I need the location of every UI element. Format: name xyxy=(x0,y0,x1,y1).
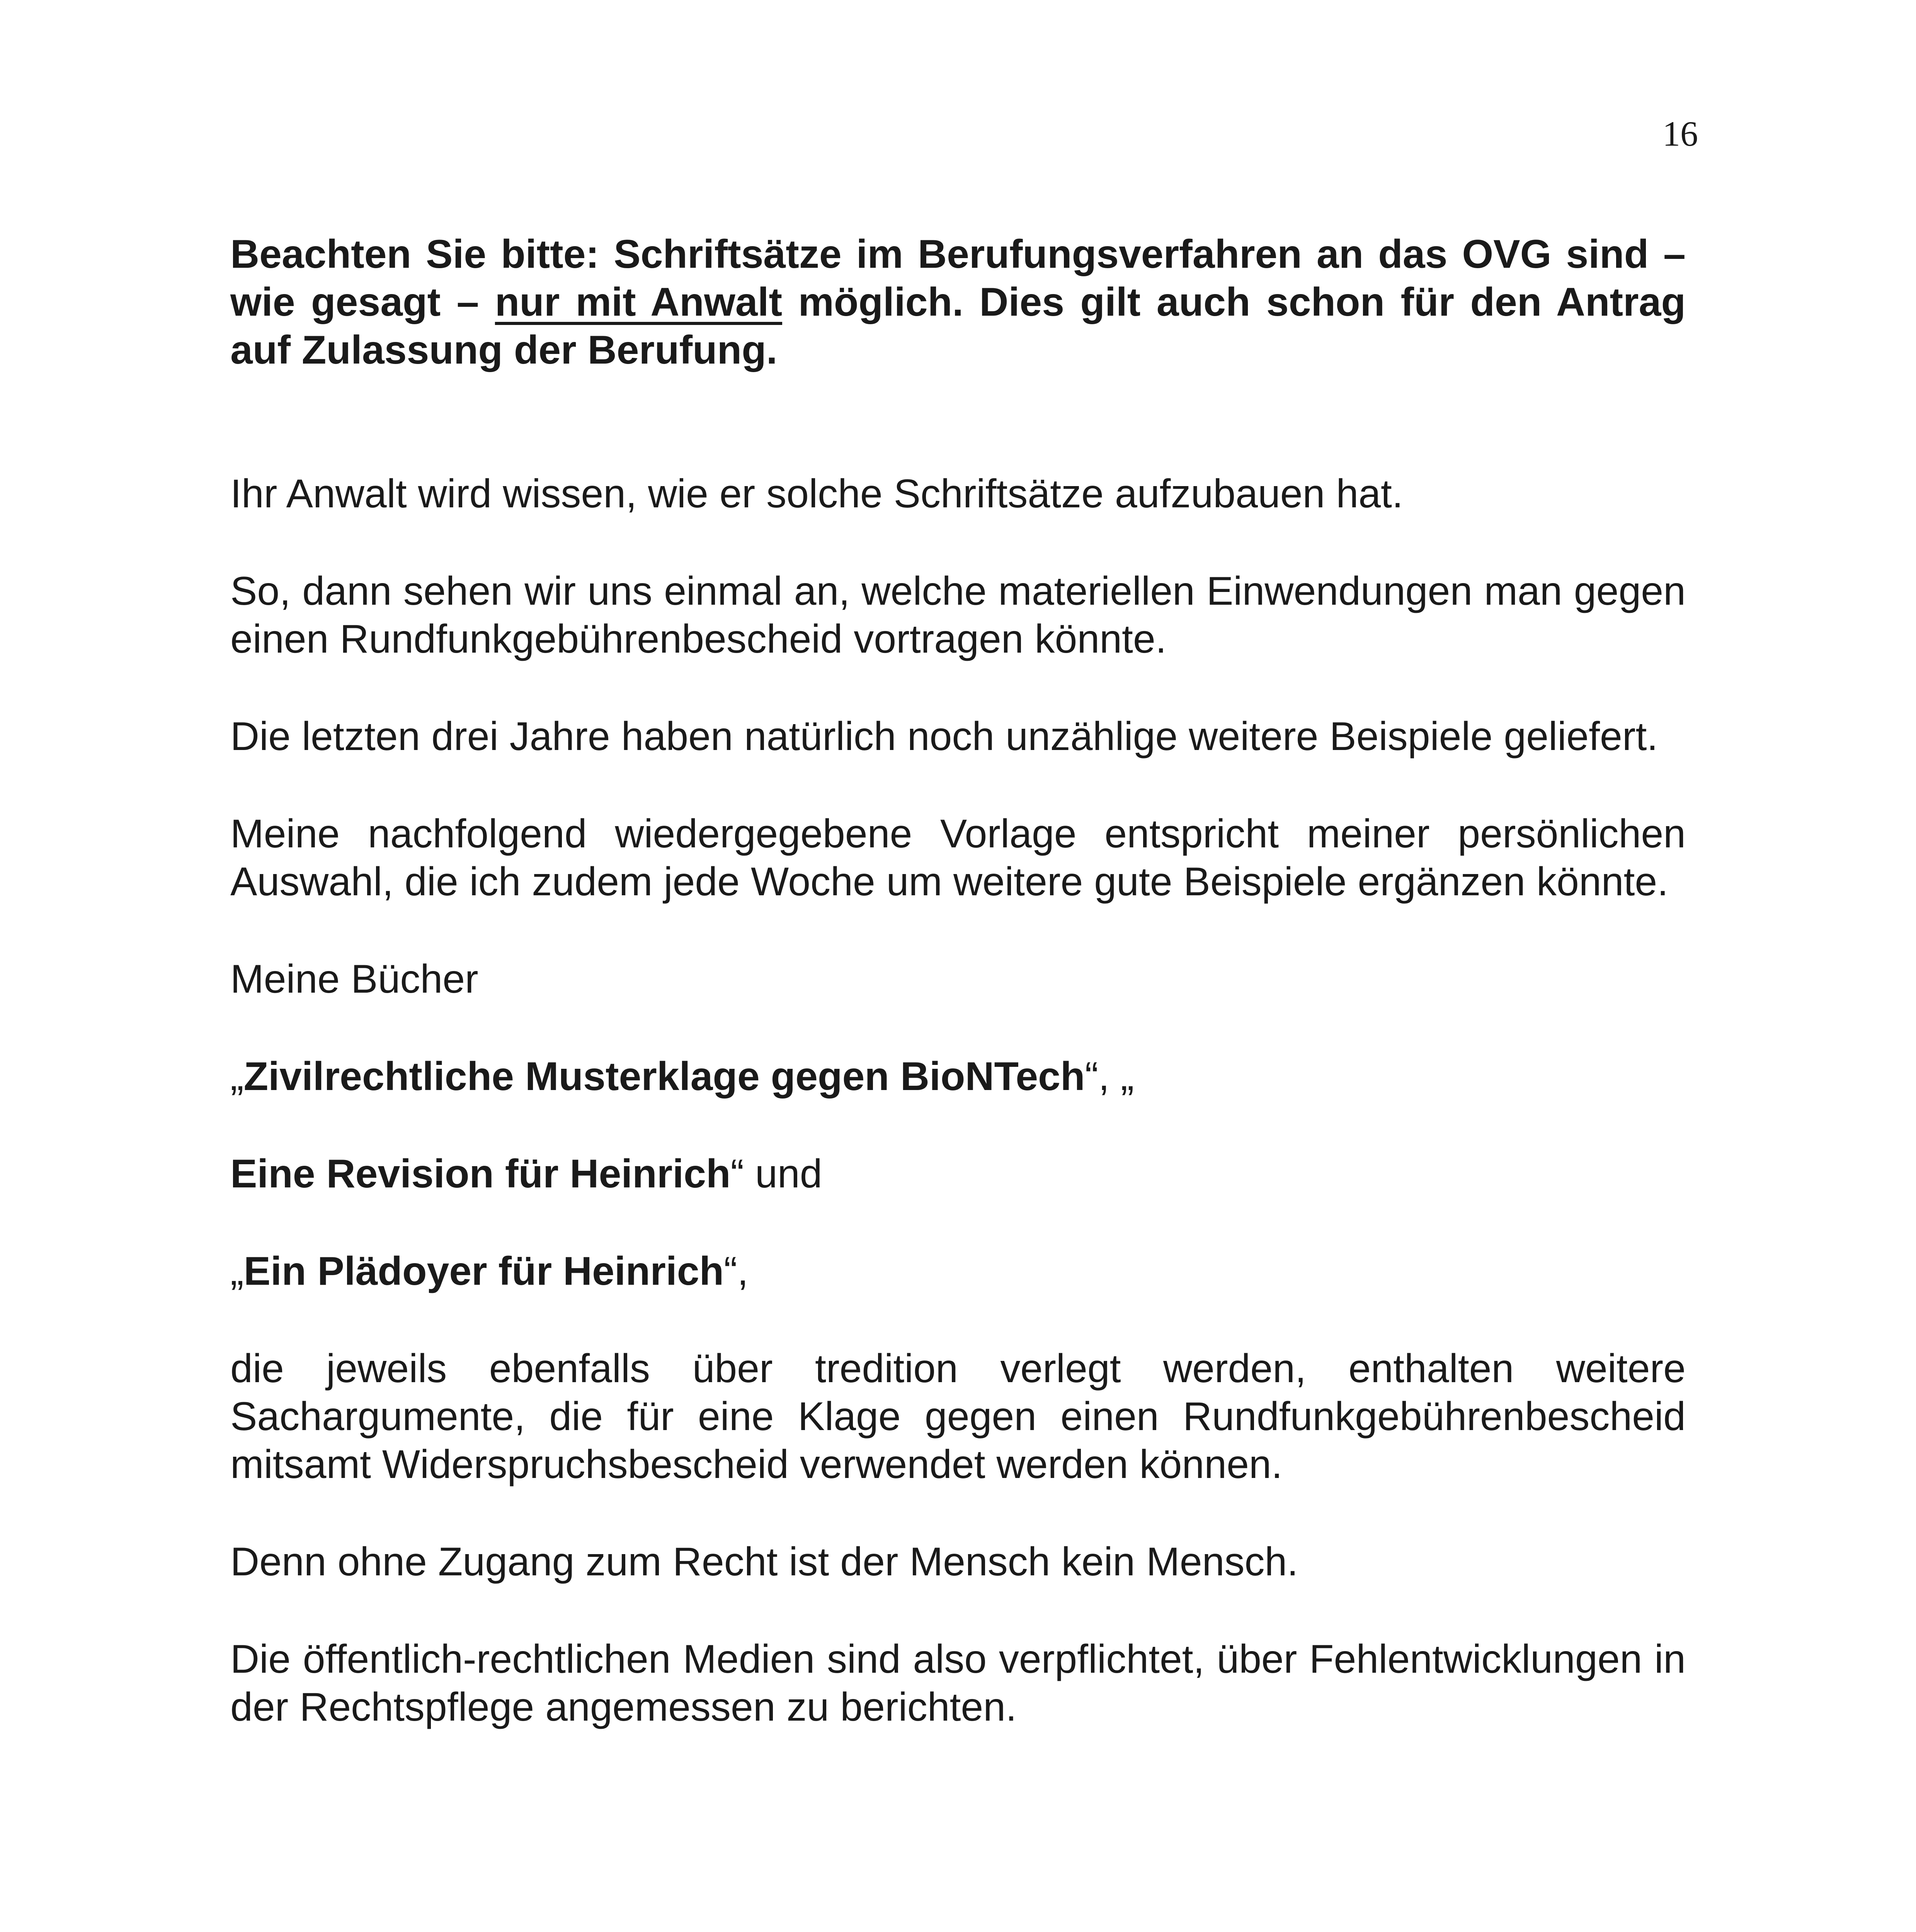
book1-title: Zivilrechtliche Musterklage gegen BioNTech xyxy=(243,1054,1085,1099)
paragraph-einwendungen: So, dann sehen wir uns einmal an, welche materiellen Einwendungen man gegen einen Rundfunkgebührenbescheid vortragen könnte. xyxy=(230,569,1686,662)
book1-open-quote: „ xyxy=(230,1054,244,1099)
page-number: 16 xyxy=(1662,114,1698,153)
book1-tail: “, „ xyxy=(1085,1054,1134,1099)
book3-tail: “, xyxy=(724,1249,749,1294)
notice-text-end: möglich. Dies gilt auch schon für den Antrag auf Zulassung der Berufung. xyxy=(230,280,1686,372)
paragraph-buecher: Meine Bücher xyxy=(230,957,478,1002)
paragraph-zugang: Denn ohne Zugang zum Recht ist der Mensch kein Mensch. xyxy=(230,1539,1298,1584)
paragraph-anwalt: Ihr Anwalt wird wissen, wie er solche Schriftsätze aufzubauen hat. xyxy=(230,471,1403,516)
notice-underlined: nur mit Anwalt xyxy=(495,280,783,325)
book-title-2 xyxy=(230,1150,1686,1198)
paragraph-tredition: die jeweils ebenfalls über tredition verlegt werden, enthalten weitere Sachargumente, die für eine Klage gegen einen Rundfunkgebührenbescheid mitsamt Widerspruchsbescheid verwendet werden können. xyxy=(230,1346,1686,1487)
book2-title: Eine Revision für Heinrich xyxy=(230,1151,731,1196)
berufung-notice xyxy=(230,230,1686,374)
document-body xyxy=(230,230,1686,1781)
paragraph-jahre: Die letzten drei Jahre haben natürlich noch unzählige weitere Beispiele geliefert. xyxy=(230,714,1658,759)
book-title-3 xyxy=(230,1247,1686,1295)
book3-open-quote: „ xyxy=(230,1249,244,1294)
notice-text-start: Beachten Sie bitte: Schriftsätze im Berufungsverfahren an das OVG sind – wie gesagt – xyxy=(230,232,1686,325)
paragraph-medien: Die öffentlich-rechtlichen Medien sind also verpflichtet, über Fehlentwicklungen in der Rechtspflege angemessen zu berichten. xyxy=(230,1637,1686,1730)
paragraph-vorlage: Meine nachfolgend wiedergegebene Vorlage entspricht meiner persönlichen Auswahl, die ich zudem jede Woche um weitere gute Beispiele ergänzen könnte. xyxy=(230,811,1686,904)
book3-title: Ein Plädoyer für Heinrich xyxy=(243,1249,724,1294)
book-title-1 xyxy=(230,1053,1686,1100)
book2-tail: “ und xyxy=(730,1151,822,1196)
